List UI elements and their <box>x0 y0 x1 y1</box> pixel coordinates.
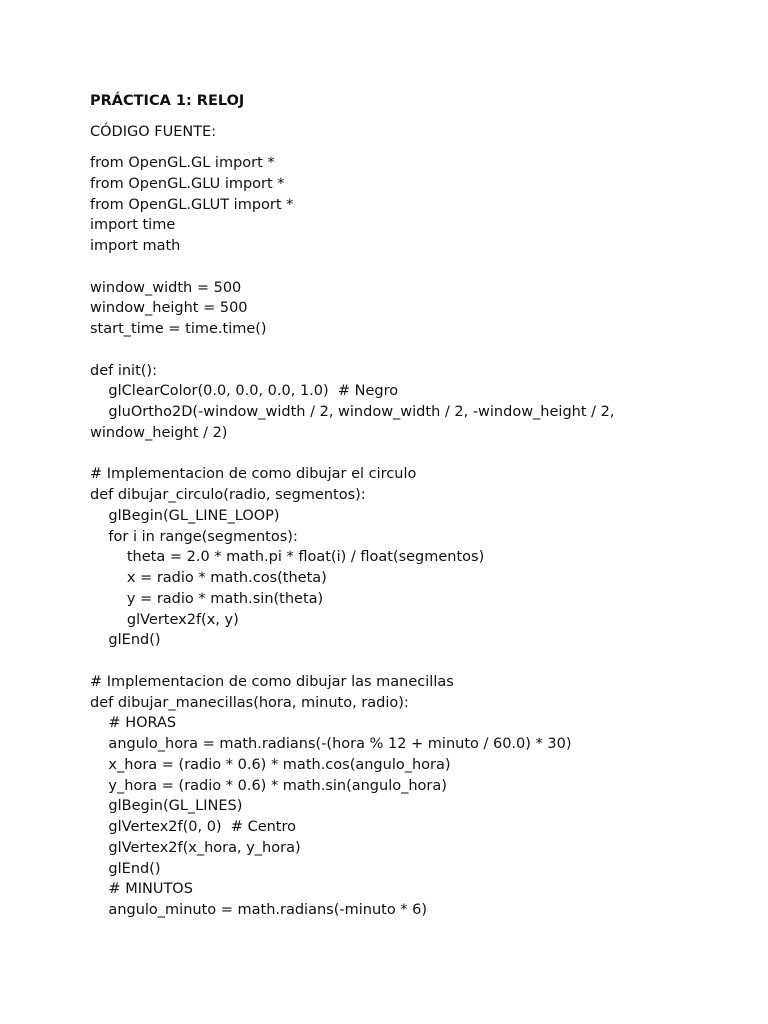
document-page <box>90 91 710 921</box>
code-line: glEnd() <box>90 632 161 649</box>
code-line: def dibujar_circulo(radio, segmentos): <box>90 487 366 503</box>
code-line: def dibujar_manecillas(hora, minuto, radio): <box>90 694 409 711</box>
code-line: y_hora = (radio * 0.6) * math.sin(angulo_hora) <box>90 777 447 794</box>
code-line: glBegin(GL_LINE_LOOP) <box>90 507 280 524</box>
code-line <box>90 651 710 672</box>
code-line: theta = 2.0 * math.pi * float(i) / float(segmentos) <box>90 549 485 566</box>
code-line: window_width = 500 <box>90 279 242 296</box>
code-line: glClearColor(0.0, 0.0, 0.0, 1.0) # Negro <box>90 383 399 400</box>
code-line: glEnd() <box>90 860 161 877</box>
source-code-block <box>90 153 710 921</box>
code-line <box>90 340 710 361</box>
code-line <box>90 444 710 465</box>
code-line: # HORAS <box>90 715 177 732</box>
code-line: import time <box>90 217 176 234</box>
code-line: # MINUTOS <box>90 881 193 898</box>
code-line: from OpenGL.GL import * <box>90 155 275 171</box>
code-line <box>90 257 710 278</box>
code-line: glBegin(GL_LINES) <box>90 798 243 815</box>
code-line: # Implementacion de como dibujar las manecillas <box>90 673 454 690</box>
code-line: from OpenGL.GLU import * <box>90 175 285 192</box>
code-line: angulo_hora = math.radians(-(hora % 12 + minuto / 60.0) * 30) <box>90 736 572 752</box>
code-line: glVertex2f(0, 0) # Centro <box>90 819 297 835</box>
code-line: def init(): <box>90 362 157 379</box>
code-line: # Implementacion de como dibujar el circulo <box>90 466 417 483</box>
code-line: angulo_minuto = math.radians(-minuto * 6) <box>90 902 428 918</box>
section-heading: CÓDIGO FUENTE: <box>90 124 217 140</box>
code-line: gluOrtho2D(-window_width / 2, window_width / 2, -window_height / 2, <box>90 404 615 420</box>
code-line: window_height = 500 <box>90 300 248 317</box>
code-line: y = radio * math.sin(theta) <box>90 590 324 607</box>
code-line: glVertex2f(x_hora, y_hora) <box>90 839 301 856</box>
code-line: for i in range(segmentos): <box>90 528 298 545</box>
code-line: from OpenGL.GLUT import * <box>90 196 294 213</box>
code-line: x_hora = (radio * 0.6) * math.cos(angulo_hora) <box>90 756 451 773</box>
code-line: glVertex2f(x, y) <box>90 611 239 628</box>
code-line: import math <box>90 238 181 254</box>
code-line: start_time = time.time() <box>90 321 267 337</box>
document-title: PRÁCTICA 1: RELOJ <box>90 93 245 109</box>
code-line: x = radio * math.cos(theta) <box>90 570 327 586</box>
code-line: window_height / 2) <box>90 424 228 441</box>
